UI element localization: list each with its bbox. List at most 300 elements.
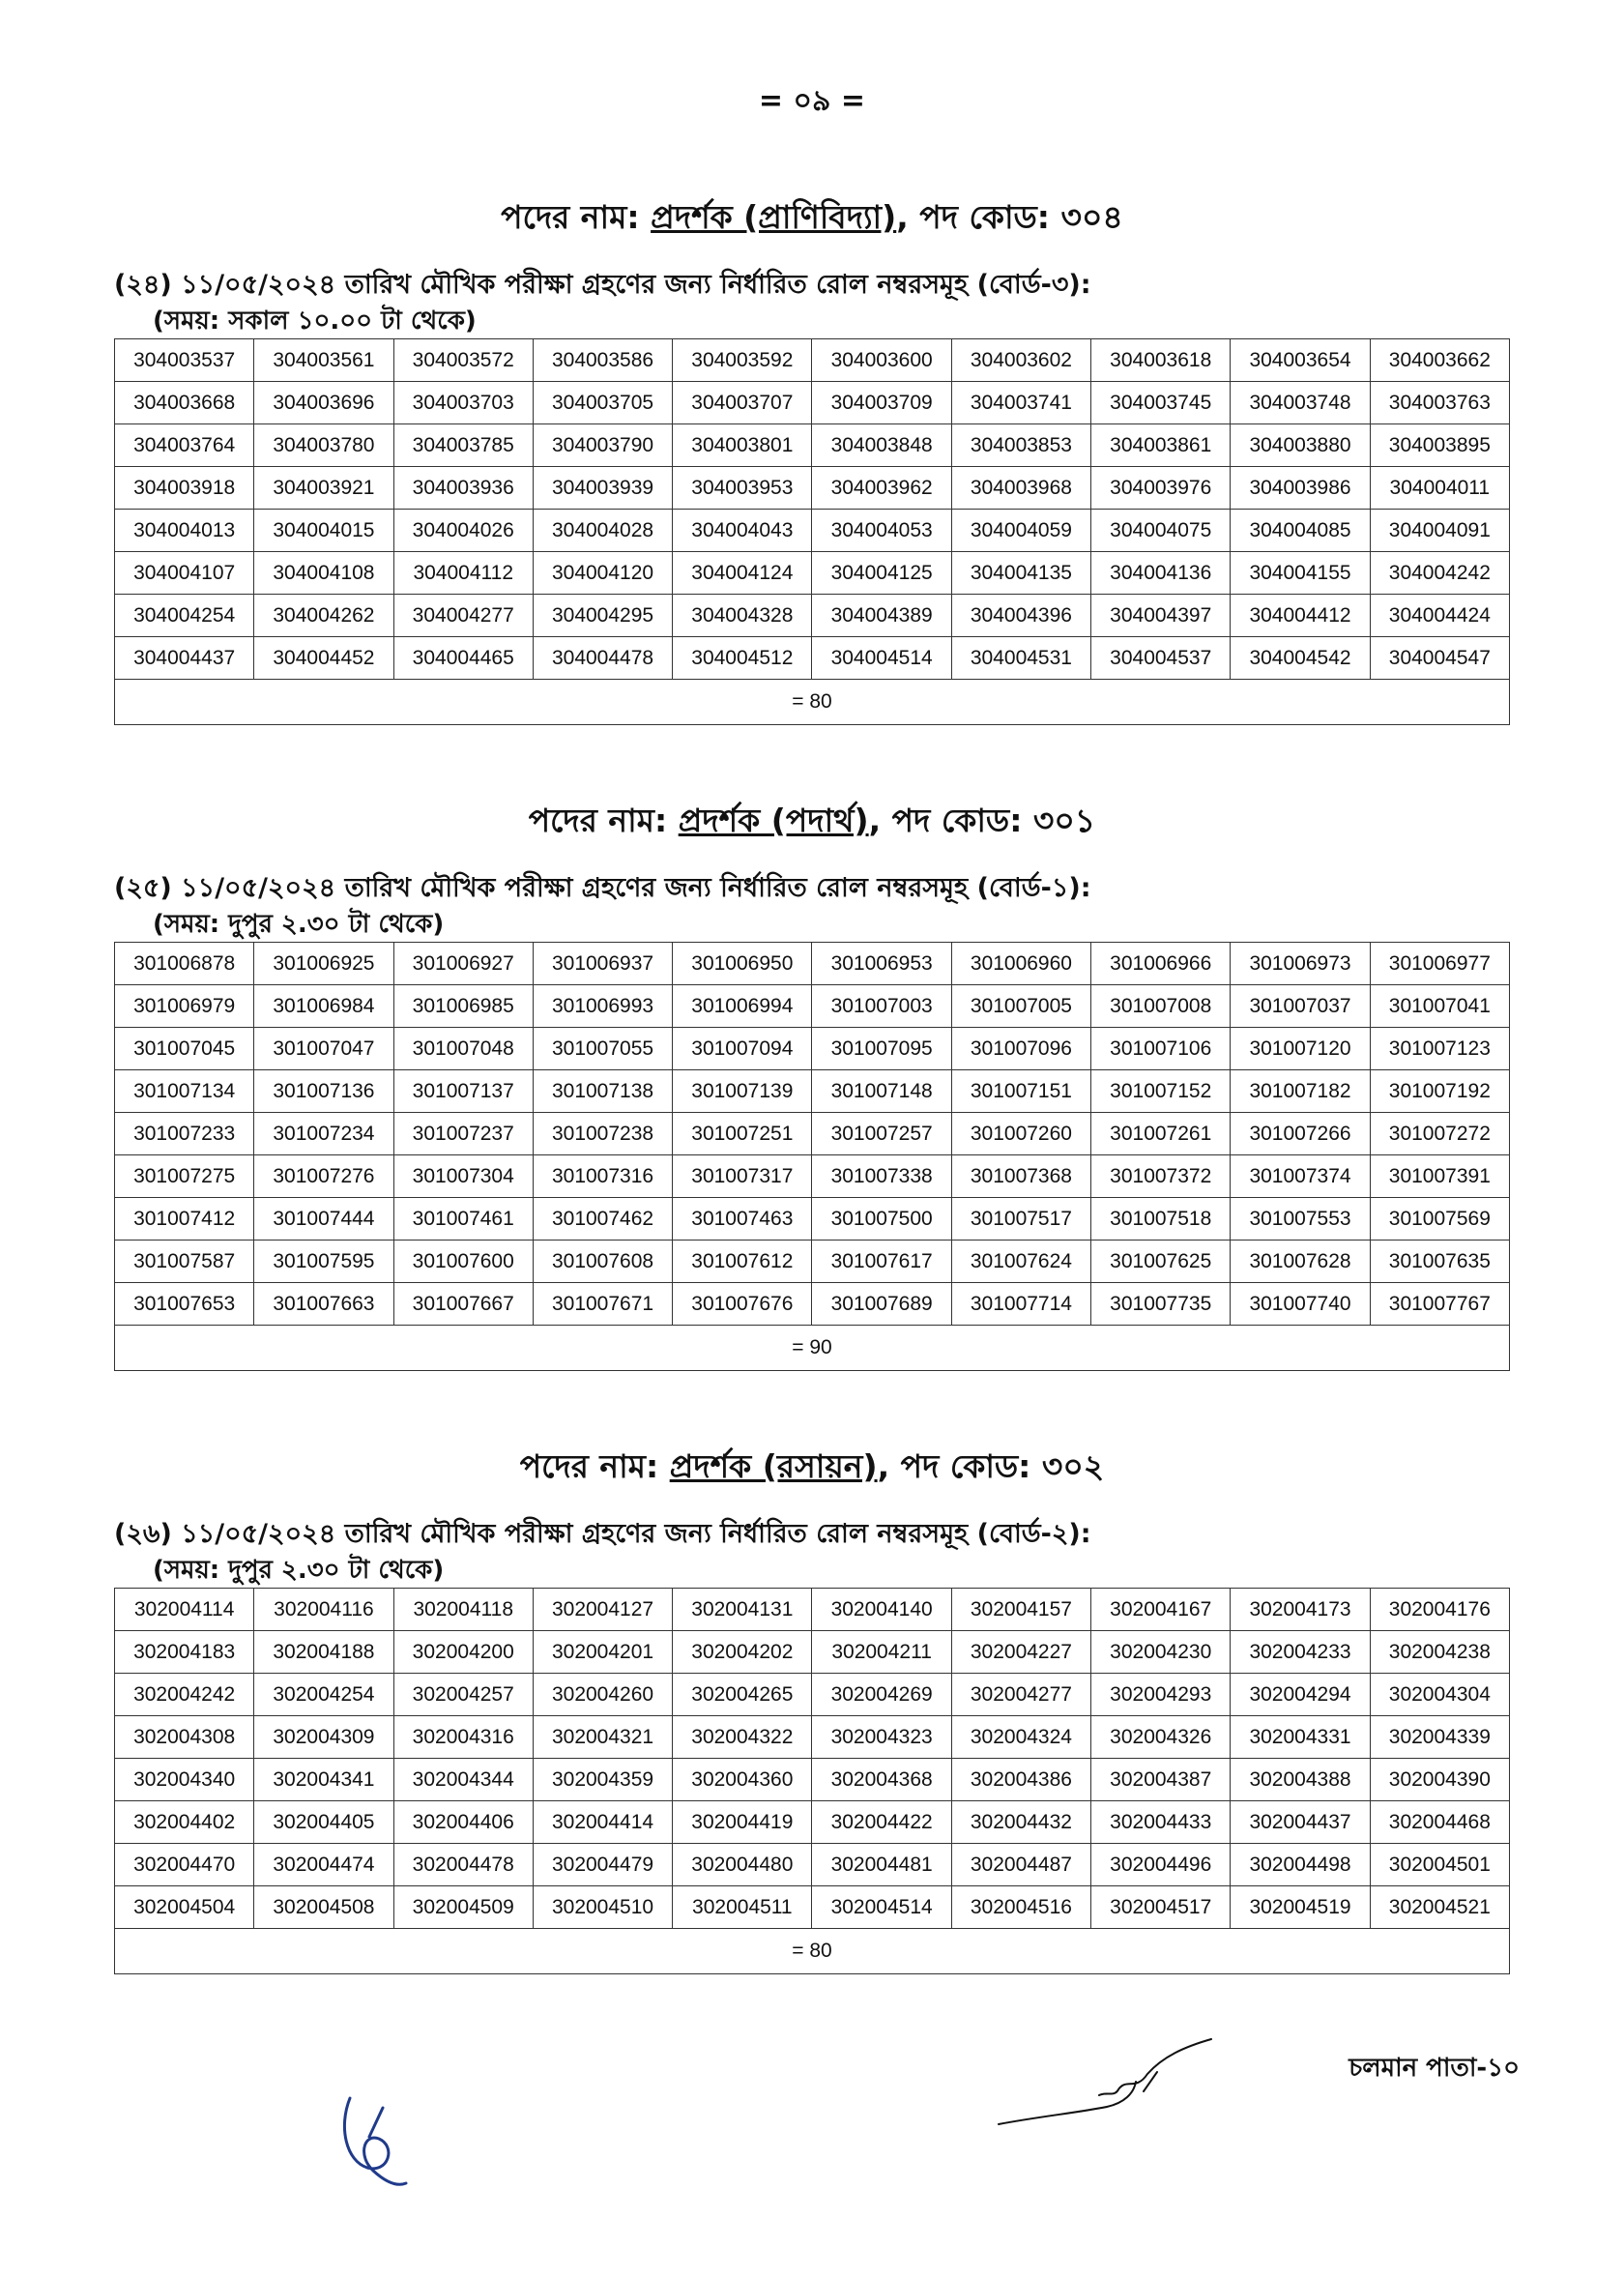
roll-number-cell: 302004116 — [254, 1589, 393, 1631]
roll-number-cell: 302004481 — [812, 1844, 951, 1886]
roll-number-cell: 302004516 — [951, 1886, 1090, 1929]
roll-number-cell: 304004112 — [393, 552, 533, 595]
roll-number-cell: 304003592 — [673, 339, 812, 382]
roll-number-cell: 302004227 — [951, 1631, 1090, 1674]
post-title — [114, 1445, 1510, 1489]
total-row — [115, 1326, 1510, 1371]
post-name: প্রদর্শক (রসায়ন) — [669, 1447, 878, 1485]
roll-number-cell: 301007600 — [393, 1241, 533, 1283]
roll-number-cell: 301007587 — [115, 1241, 254, 1283]
table-row — [115, 1283, 1510, 1326]
roll-number-cell: 304004013 — [115, 510, 254, 552]
post-code: , পদ কোড: ৩০২ — [877, 1447, 1105, 1485]
total-row — [115, 680, 1510, 725]
post-title-prefix: পদের নাম: — [501, 198, 652, 236]
roll-number-cell: 301007595 — [254, 1241, 393, 1283]
roll-number-cell: 301007136 — [254, 1070, 393, 1113]
table-row — [115, 382, 1510, 424]
roll-number-cell: 304004465 — [393, 637, 533, 680]
roll-number-cell: 304003962 — [812, 467, 951, 510]
roll-number-cell: 304004512 — [673, 637, 812, 680]
table-row — [115, 1028, 1510, 1070]
roll-number-cell: 304004085 — [1231, 510, 1370, 552]
roll-number-cell: 304003953 — [673, 467, 812, 510]
roll-number-cell: 304003707 — [673, 382, 812, 424]
roll-number-cell: 304003921 — [254, 467, 393, 510]
roll-number-cell: 301007625 — [1091, 1241, 1231, 1283]
roll-number-cell: 304003696 — [254, 382, 393, 424]
roll-number-cell: 301006878 — [115, 943, 254, 985]
roll-number-cell: 304003748 — [1231, 382, 1370, 424]
roll-number-cell: 302004254 — [254, 1674, 393, 1716]
board-heading: (২৬) ১১/০৫/২০২৪ তারিখ মৌখিক পরীক্ষা গ্রহণের জন্য নির্ধারিত রোল নম্বরসমূহ (বোর্ড-২): — [114, 1519, 1091, 1549]
post-title-prefix: পদের নাম: — [528, 802, 679, 839]
signature-right — [991, 2035, 1223, 2142]
table-row — [115, 424, 1510, 467]
roll-number-cell: 301006973 — [1231, 943, 1370, 985]
table-row — [115, 1886, 1510, 1929]
roll-number-cell: 302004308 — [115, 1716, 254, 1759]
roll-number-cell: 304004125 — [812, 552, 951, 595]
roll-number-cell: 304004452 — [254, 637, 393, 680]
roll-number-cell: 302004200 — [393, 1631, 533, 1674]
roll-number-cell: 302004487 — [951, 1844, 1090, 1886]
roll-number-cell: 302004510 — [533, 1886, 672, 1929]
roll-number-cell: 302004419 — [673, 1801, 812, 1844]
roll-number-cell: 304004053 — [812, 510, 951, 552]
roll-number-cell: 304004108 — [254, 552, 393, 595]
roll-number-cell: 302004331 — [1231, 1716, 1370, 1759]
roll-number-cell: 301007444 — [254, 1198, 393, 1241]
roll-number-cell: 304004424 — [1370, 595, 1509, 637]
total-count: = 90 — [115, 1326, 1510, 1371]
roll-number-cell: 301007005 — [951, 985, 1090, 1028]
roll-number-cell: 302004437 — [1231, 1801, 1370, 1844]
roll-number-cell: 302004432 — [951, 1801, 1090, 1844]
roll-number-cell: 301007671 — [533, 1283, 672, 1326]
roll-number-cell: 301007123 — [1370, 1028, 1509, 1070]
total-count: = 80 — [115, 1929, 1510, 1974]
roll-number-cell: 302004498 — [1231, 1844, 1370, 1886]
roll-number-cell: 302004470 — [115, 1844, 254, 1886]
table-row — [115, 1241, 1510, 1283]
roll-number-cell: 301007612 — [673, 1241, 812, 1283]
roll-number-cell: 301006994 — [673, 985, 812, 1028]
roll-number-cell: 302004359 — [533, 1759, 672, 1801]
roll-number-cell: 304003853 — [951, 424, 1090, 467]
roll-number-cell: 301007095 — [812, 1028, 951, 1070]
roll-number-cell: 302004406 — [393, 1801, 533, 1844]
roll-number-cell: 304003662 — [1370, 339, 1509, 382]
roll-number-cell: 304003668 — [115, 382, 254, 424]
roll-number-cell: 304003705 — [533, 382, 672, 424]
roll-number-cell: 304004124 — [673, 552, 812, 595]
roll-number-cell: 302004422 — [812, 1801, 951, 1844]
post-title — [114, 195, 1510, 240]
roll-number-cell: 302004514 — [812, 1886, 951, 1929]
roll-number-cell: 302004202 — [673, 1631, 812, 1674]
roll-number-cell: 302004508 — [254, 1886, 393, 1929]
roll-number-cell: 304003918 — [115, 467, 254, 510]
roll-number-cell: 302004167 — [1091, 1589, 1231, 1631]
post-name: প্রদর্শক (প্রাণিবিদ্যা) — [651, 198, 897, 236]
roll-number-cell: 301007037 — [1231, 985, 1370, 1028]
roll-number-cell: 304004136 — [1091, 552, 1231, 595]
roll-number-cell: 301007045 — [115, 1028, 254, 1070]
roll-number-cell: 301006977 — [1370, 943, 1509, 985]
roll-number-cell: 302004474 — [254, 1844, 393, 1886]
roll-number-cell: 302004326 — [1091, 1716, 1231, 1759]
roll-number-cell: 304004026 — [393, 510, 533, 552]
roll-number-cell: 302004504 — [115, 1886, 254, 1929]
roll-number-cell: 301007689 — [812, 1283, 951, 1326]
roll-number-cell: 302004140 — [812, 1589, 951, 1631]
roll-number-cell: 301006953 — [812, 943, 951, 985]
roll-number-cell: 302004294 — [1231, 1674, 1370, 1716]
table-row — [115, 1631, 1510, 1674]
roll-number-cell: 304004043 — [673, 510, 812, 552]
section-zoology — [114, 195, 1510, 725]
roll-number-cell: 301007569 — [1370, 1198, 1509, 1241]
roll-number-cell: 302004341 — [254, 1759, 393, 1801]
roll-number-cell: 304004547 — [1370, 637, 1509, 680]
roll-number-cell: 302004509 — [393, 1886, 533, 1929]
roll-number-cell: 304004437 — [115, 637, 254, 680]
roll-number-cell: 302004521 — [1370, 1886, 1509, 1929]
roll-number-cell: 302004127 — [533, 1589, 672, 1631]
roll-number-cell: 302004260 — [533, 1674, 672, 1716]
roll-number-cell: 304003703 — [393, 382, 533, 424]
roll-number-cell: 301007553 — [1231, 1198, 1370, 1241]
roll-number-cell: 304004262 — [254, 595, 393, 637]
roll-number-cell: 302004386 — [951, 1759, 1090, 1801]
roll-number-cell: 304004412 — [1231, 595, 1370, 637]
roll-number-cell: 302004324 — [951, 1716, 1090, 1759]
table-row — [115, 467, 1510, 510]
roll-number-cell: 302004265 — [673, 1674, 812, 1716]
roll-number-cell: 304003895 — [1370, 424, 1509, 467]
total-row — [115, 1929, 1510, 1974]
roll-number-cell: 302004360 — [673, 1759, 812, 1801]
roll-number-cell: 301006985 — [393, 985, 533, 1028]
table-row — [115, 1070, 1510, 1113]
roll-number-cell: 301007316 — [533, 1155, 672, 1198]
roll-number-cell: 302004277 — [951, 1674, 1090, 1716]
roll-number-cell: 301006979 — [115, 985, 254, 1028]
roll-number-cell: 301007714 — [951, 1283, 1090, 1326]
session-time: (সময়: দুপুর ২.৩০ টা থেকে) — [153, 910, 445, 939]
roll-number-cell: 301007120 — [1231, 1028, 1370, 1070]
roll-number-cell: 302004131 — [673, 1589, 812, 1631]
roll-number-cell: 304003600 — [812, 339, 951, 382]
roll-number-cell: 301006984 — [254, 985, 393, 1028]
roll-number-cell: 304004120 — [533, 552, 672, 595]
roll-number-cell: 301007182 — [1231, 1070, 1370, 1113]
roll-number-cell: 302004157 — [951, 1589, 1090, 1631]
table-row — [115, 1716, 1510, 1759]
roll-number-cell: 302004501 — [1370, 1844, 1509, 1886]
roll-number-cell: 301006966 — [1091, 943, 1231, 985]
board-heading: (২৪) ১১/০৫/২০২৪ তারিখ মৌখিক পরীক্ষা গ্রহণের জন্য নির্ধারিত রোল নম্বরসমূহ (বোর্ড-৩): — [114, 270, 1091, 300]
roll-number-cell: 304004091 — [1370, 510, 1509, 552]
roll-number-cell: 302004517 — [1091, 1886, 1231, 1929]
roll-number-cell: 302004118 — [393, 1589, 533, 1631]
roll-number-cell: 301007374 — [1231, 1155, 1370, 1198]
roll-number-cell: 301007237 — [393, 1113, 533, 1155]
roll-number-cell: 304004277 — [393, 595, 533, 637]
roll-number-cell: 304003763 — [1370, 382, 1509, 424]
roll-number-cell: 304003537 — [115, 339, 254, 382]
roll-number-cell: 304003936 — [393, 467, 533, 510]
roll-number-cell: 302004368 — [812, 1759, 951, 1801]
roll-number-cell: 301006950 — [673, 943, 812, 985]
roll-number-cell: 301007462 — [533, 1198, 672, 1241]
roll-number-cell: 301007275 — [115, 1155, 254, 1198]
table-row — [115, 339, 1510, 382]
roll-number-cell: 304003785 — [393, 424, 533, 467]
roll-number-cell: 304003561 — [254, 339, 393, 382]
section-physics — [114, 799, 1510, 1371]
session-time: (সময়: দুপুর ২.৩০ টা থেকে) — [153, 1556, 445, 1585]
roll-number-cell: 304003986 — [1231, 467, 1370, 510]
roll-number-cell: 301007137 — [393, 1070, 533, 1113]
roll-number-cell: 301007667 — [393, 1283, 533, 1326]
roll-number-cell: 304004075 — [1091, 510, 1231, 552]
roll-number-cell: 301007735 — [1091, 1283, 1231, 1326]
roll-number-cell: 302004211 — [812, 1631, 951, 1674]
roll-number-cell: 304003801 — [673, 424, 812, 467]
roll-number-cell: 301007048 — [393, 1028, 533, 1070]
roll-number-cell: 301007517 — [951, 1198, 1090, 1241]
roll-number-cell: 304004242 — [1370, 552, 1509, 595]
roll-table — [114, 942, 1510, 1371]
roll-number-cell: 302004402 — [115, 1801, 254, 1844]
table-row — [115, 985, 1510, 1028]
roll-number-cell: 301007134 — [115, 1070, 254, 1113]
roll-number-cell: 304003602 — [951, 339, 1090, 382]
post-name: প্রদর্শক (পদার্থ) — [678, 802, 869, 839]
roll-number-cell: 301007676 — [673, 1283, 812, 1326]
roll-number-cell: 302004511 — [673, 1886, 812, 1929]
roll-number-cell: 301007740 — [1231, 1283, 1370, 1326]
roll-number-cell: 301007008 — [1091, 985, 1231, 1028]
roll-number-cell: 304003780 — [254, 424, 393, 467]
roll-number-cell: 304004155 — [1231, 552, 1370, 595]
roll-number-cell: 301007635 — [1370, 1241, 1509, 1283]
roll-number-cell: 301007266 — [1231, 1113, 1370, 1155]
roll-number-cell: 304003618 — [1091, 339, 1231, 382]
roll-number-cell: 301007628 — [1231, 1241, 1370, 1283]
roll-number-cell: 301007047 — [254, 1028, 393, 1070]
roll-number-cell: 301007238 — [533, 1113, 672, 1155]
roll-number-cell: 304003764 — [115, 424, 254, 467]
roll-number-cell: 301007151 — [951, 1070, 1090, 1113]
roll-number-cell: 301006925 — [254, 943, 393, 985]
roll-number-cell: 301007663 — [254, 1283, 393, 1326]
roll-number-cell: 301007391 — [1370, 1155, 1509, 1198]
roll-number-cell: 304004254 — [115, 595, 254, 637]
roll-number-cell: 304004135 — [951, 552, 1090, 595]
table-row — [115, 1589, 1510, 1631]
roll-number-cell: 301007463 — [673, 1198, 812, 1241]
roll-number-cell: 304003880 — [1231, 424, 1370, 467]
roll-number-cell: 302004322 — [673, 1716, 812, 1759]
roll-number-cell: 301007653 — [115, 1283, 254, 1326]
roll-number-cell: 302004176 — [1370, 1589, 1509, 1631]
roll-number-cell: 301007624 — [951, 1241, 1090, 1283]
roll-number-cell: 304004059 — [951, 510, 1090, 552]
roll-number-cell: 304004028 — [533, 510, 672, 552]
roll-number-cell: 304004295 — [533, 595, 672, 637]
roll-number-cell: 302004479 — [533, 1844, 672, 1886]
roll-number-cell: 301007617 — [812, 1241, 951, 1283]
table-row — [115, 1844, 1510, 1886]
roll-number-cell: 301007272 — [1370, 1113, 1509, 1155]
table-row — [115, 1801, 1510, 1844]
roll-number-cell: 301006993 — [533, 985, 672, 1028]
board-heading: (২৫) ১১/০৫/২০২৪ তারিখ মৌখিক পরীক্ষা গ্রহণের জন্য নির্ধারিত রোল নম্বরসমূহ (বোর্ড-১): — [114, 873, 1091, 903]
table-row — [115, 943, 1510, 985]
roll-number-cell: 302004340 — [115, 1759, 254, 1801]
roll-number-cell: 301007096 — [951, 1028, 1090, 1070]
roll-number-cell: 302004433 — [1091, 1801, 1231, 1844]
total-count: = 80 — [115, 680, 1510, 725]
roll-number-cell: 301007139 — [673, 1070, 812, 1113]
roll-number-cell: 301007152 — [1091, 1070, 1231, 1113]
post-title — [114, 799, 1510, 843]
roll-number-cell: 301007368 — [951, 1155, 1090, 1198]
roll-number-cell: 301007257 — [812, 1113, 951, 1155]
roll-number-cell: 302004183 — [115, 1631, 254, 1674]
roll-number-cell: 301007003 — [812, 985, 951, 1028]
post-code: , পদ কোড: ৩০১ — [868, 802, 1096, 839]
roll-number-cell: 302004114 — [115, 1589, 254, 1631]
roll-number-cell: 301007138 — [533, 1070, 672, 1113]
roll-number-cell: 304004396 — [951, 595, 1090, 637]
table-row — [115, 510, 1510, 552]
roll-number-cell: 304003861 — [1091, 424, 1231, 467]
roll-number-cell: 302004242 — [115, 1674, 254, 1716]
post-code: , পদ কোড: ৩০৪ — [896, 198, 1123, 236]
roll-table — [114, 338, 1510, 725]
roll-number-cell: 302004387 — [1091, 1759, 1231, 1801]
roll-table — [114, 1588, 1510, 1974]
roll-number-cell: 301006960 — [951, 943, 1090, 985]
roll-number-cell: 302004414 — [533, 1801, 672, 1844]
table-row — [115, 552, 1510, 595]
roll-number-cell: 302004344 — [393, 1759, 533, 1801]
roll-number-cell: 302004519 — [1231, 1886, 1370, 1929]
roll-number-cell: 302004269 — [812, 1674, 951, 1716]
roll-number-cell: 301007372 — [1091, 1155, 1231, 1198]
roll-number-cell: 301007233 — [115, 1113, 254, 1155]
roll-number-cell: 304003968 — [951, 467, 1090, 510]
roll-number-cell: 301007276 — [254, 1155, 393, 1198]
signature-left — [329, 2079, 435, 2195]
roll-number-cell: 302004323 — [812, 1716, 951, 1759]
table-row — [115, 637, 1510, 680]
roll-number-cell: 301007412 — [115, 1198, 254, 1241]
roll-number-cell: 304003709 — [812, 382, 951, 424]
roll-number-cell: 304004514 — [812, 637, 951, 680]
roll-number-cell: 304004107 — [115, 552, 254, 595]
roll-number-cell: 302004390 — [1370, 1759, 1509, 1801]
roll-number-cell: 302004304 — [1370, 1674, 1509, 1716]
roll-number-cell: 301006937 — [533, 943, 672, 985]
roll-number-cell: 304003848 — [812, 424, 951, 467]
roll-number-cell: 302004468 — [1370, 1801, 1509, 1844]
roll-number-cell: 304004015 — [254, 510, 393, 552]
roll-number-cell: 302004233 — [1231, 1631, 1370, 1674]
roll-number-cell: 302004293 — [1091, 1674, 1231, 1716]
roll-number-cell: 301007608 — [533, 1241, 672, 1283]
table-row — [115, 1198, 1510, 1241]
roll-number-cell: 304003586 — [533, 339, 672, 382]
roll-number-cell: 304004531 — [951, 637, 1090, 680]
roll-number-cell: 302004188 — [254, 1631, 393, 1674]
roll-number-cell: 304004537 — [1091, 637, 1231, 680]
roll-number-cell: 304004397 — [1091, 595, 1231, 637]
roll-number-cell: 304003745 — [1091, 382, 1231, 424]
table-row — [115, 1113, 1510, 1155]
roll-number-cell: 302004388 — [1231, 1759, 1370, 1801]
roll-number-cell: 301007461 — [393, 1198, 533, 1241]
roll-number-cell: 302004321 — [533, 1716, 672, 1759]
roll-number-cell: 301007767 — [1370, 1283, 1509, 1326]
roll-number-cell: 301007261 — [1091, 1113, 1231, 1155]
roll-number-cell: 301006927 — [393, 943, 533, 985]
roll-number-cell: 304004478 — [533, 637, 672, 680]
roll-number-cell: 302004480 — [673, 1844, 812, 1886]
roll-number-cell: 302004238 — [1370, 1631, 1509, 1674]
roll-number-cell: 301007304 — [393, 1155, 533, 1198]
roll-number-cell: 302004478 — [393, 1844, 533, 1886]
roll-number-cell: 301007260 — [951, 1113, 1090, 1155]
roll-number-cell: 301007106 — [1091, 1028, 1231, 1070]
roll-number-cell: 304004542 — [1231, 637, 1370, 680]
roll-number-cell: 304004389 — [812, 595, 951, 637]
roll-number-cell: 302004339 — [1370, 1716, 1509, 1759]
roll-number-cell: 304004011 — [1370, 467, 1509, 510]
roll-number-cell: 304003654 — [1231, 339, 1370, 382]
section-chemistry — [114, 1445, 1510, 1974]
post-title-prefix: পদের নাম: — [519, 1447, 670, 1485]
roll-number-cell: 304004328 — [673, 595, 812, 637]
roll-number-cell: 302004201 — [533, 1631, 672, 1674]
roll-number-cell: 304003939 — [533, 467, 672, 510]
roll-number-cell: 301007055 — [533, 1028, 672, 1070]
roll-number-cell: 301007251 — [673, 1113, 812, 1155]
roll-number-cell: 304003572 — [393, 339, 533, 382]
roll-number-cell: 302004257 — [393, 1674, 533, 1716]
roll-number-cell: 302004309 — [254, 1716, 393, 1759]
continued-page-note: চলমান পাতা-১০ — [1348, 2054, 1520, 2083]
roll-number-cell: 302004173 — [1231, 1589, 1370, 1631]
roll-number-cell: 304003976 — [1091, 467, 1231, 510]
roll-number-cell: 301007338 — [812, 1155, 951, 1198]
roll-number-cell: 302004405 — [254, 1801, 393, 1844]
roll-number-cell: 301007317 — [673, 1155, 812, 1198]
table-row — [115, 595, 1510, 637]
table-row — [115, 1155, 1510, 1198]
roll-number-cell: 301007500 — [812, 1198, 951, 1241]
roll-number-cell: 304003790 — [533, 424, 672, 467]
session-time: (সময়: সকাল ১০.০০ টা থেকে) — [153, 307, 477, 336]
roll-number-cell: 304003741 — [951, 382, 1090, 424]
table-row — [115, 1674, 1510, 1716]
roll-number-cell: 301007518 — [1091, 1198, 1231, 1241]
roll-number-cell: 301007041 — [1370, 985, 1509, 1028]
